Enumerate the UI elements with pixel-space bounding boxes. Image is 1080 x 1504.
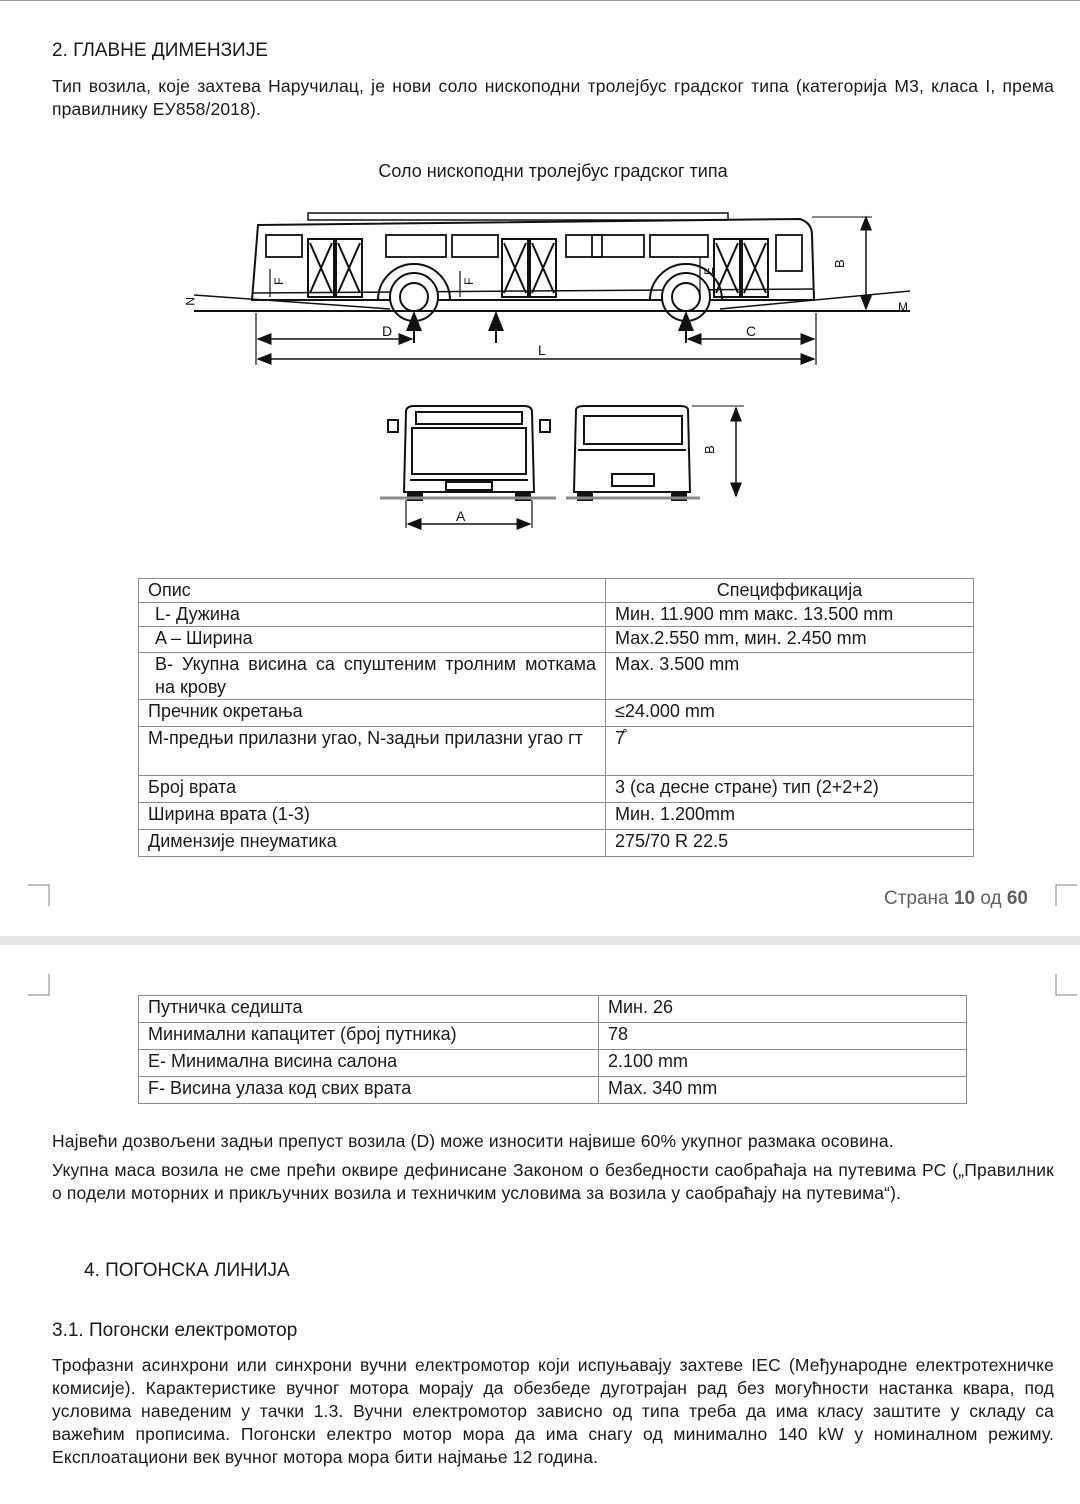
table-cell: Број врата bbox=[139, 776, 606, 803]
note-rear-overhang: Највећи дозвољени задњи препуст возила (D) може износити највише 60% укупног размака осовина. bbox=[52, 1131, 894, 1151]
figure-caption: Соло нископодни тролејбус градског типа bbox=[378, 161, 728, 181]
table-row bbox=[139, 1023, 967, 1050]
table-cell: 275/70 R 22.5 bbox=[606, 830, 974, 857]
page-separator bbox=[0, 936, 1080, 945]
table-row bbox=[139, 1050, 967, 1077]
note-total-mass: Укупна маса возила не сме прећи оквире дефинисане Законом о безбедности саобраћаја на путевима РС („Правилник о подели моторних и прикључних возила и техничким условима за возила у саобраћају на путевима“). bbox=[52, 1160, 1054, 1203]
table-cell: B- Укупна висина са спуштеним тролним моткама на крову bbox=[139, 653, 606, 700]
table-row bbox=[139, 727, 974, 776]
page-corner-mark bbox=[1055, 974, 1077, 996]
table-row bbox=[139, 700, 974, 727]
table-row bbox=[139, 803, 974, 830]
dim-label-c: C bbox=[746, 323, 757, 339]
table-cell: A – Ширина bbox=[139, 627, 606, 653]
table-row bbox=[139, 996, 967, 1023]
table-cell: E- Минимална висина салона bbox=[139, 1050, 599, 1077]
page-corner-mark bbox=[28, 884, 50, 906]
table-cell: 7̊ bbox=[606, 727, 974, 776]
table-cell: Минимални капацитет (број путника) bbox=[139, 1023, 599, 1050]
table-row bbox=[139, 627, 974, 653]
section-3-1-heading: 3.1. Погонски електромотор bbox=[52, 1320, 298, 1341]
capacity-table bbox=[138, 995, 967, 1104]
section-2-heading: 2. ГЛАВНЕ ДИМЕНЗИЈЕ bbox=[52, 40, 268, 61]
table-header-row bbox=[139, 579, 974, 603]
page-top-rule bbox=[0, 0, 1080, 1]
table-header-cell: Специффикација bbox=[606, 579, 974, 603]
dim-label-m: M bbox=[898, 300, 908, 314]
table-cell: Пречник окретања bbox=[139, 700, 606, 727]
table-cell: Ширина врата (1-3) bbox=[139, 803, 606, 830]
table-cell: 78 bbox=[599, 1023, 967, 1050]
page-number: Страна 10 од 60 bbox=[884, 888, 1028, 909]
table-cell: Димензије пнеуматика bbox=[139, 830, 606, 857]
table-cell: L- Дужина bbox=[139, 603, 606, 627]
section-3-1-body: Трофазни асинхрони или синхрони вучни електромотор који испуњавају захтеве IEC (Међународне електротехничке комисије). Карактеристике вучног мотора морају да обезбеде дуготрајан рад без могућности настанка квара, под условима наведеним у тачки 1.3. Вучни електромотор зависно од типа треба да има класу заштите у складу са важећим прописима. Погонски електро мотор мора да има снагу од минимално 140 kW у номиналном режиму. Експлоатациони век вучног мотора мора бити најмање 12 година. bbox=[52, 1355, 1054, 1467]
svg-text:F: F bbox=[272, 277, 286, 285]
dim-label-a: A bbox=[456, 508, 466, 524]
section-4-heading: 4. ПОГОНСКА ЛИНИЈА bbox=[84, 1260, 290, 1281]
table-cell: F- Висина улаза код свих врата bbox=[139, 1077, 599, 1104]
table-cell: M-предњи прилазни угао, N-задњи прилазни угао гт bbox=[139, 727, 606, 776]
table-cell: 2.100 mm bbox=[599, 1050, 967, 1077]
bus-front-rear-view-diagram bbox=[380, 400, 760, 535]
table-row bbox=[139, 1077, 967, 1104]
svg-text:E: E bbox=[702, 266, 716, 275]
table-cell: Мах. 3.500 mm bbox=[606, 653, 974, 700]
table-cell: Мин. 11.900 mm макс. 13.500 mm bbox=[606, 603, 974, 627]
dim-label-l: L bbox=[538, 342, 546, 358]
table-row bbox=[139, 603, 974, 627]
bus-side-view-diagram bbox=[180, 205, 920, 380]
dimensions-table bbox=[138, 578, 974, 857]
table-cell: Мин. 26 bbox=[599, 996, 967, 1023]
dim-label-n: N bbox=[183, 297, 197, 306]
table-cell: Мах.2.550 mm, мин. 2.450 mm bbox=[606, 627, 974, 653]
dim-label-d: D bbox=[382, 323, 393, 339]
section-2-intro: Тип возила, које захтева Наручилац, је нови соло нископодни тролејбус градског типа (категорија М3, класа I, према правилнику ЕУ858/2018). bbox=[52, 76, 1054, 119]
table-header-cell: Опис bbox=[139, 579, 606, 603]
dim-label-b: B bbox=[832, 259, 847, 268]
svg-text:F: F bbox=[462, 277, 476, 285]
table-row bbox=[139, 830, 974, 857]
svg-text:B: B bbox=[702, 445, 717, 454]
page-corner-mark bbox=[28, 974, 50, 996]
table-cell: Путничка седишта bbox=[139, 996, 599, 1023]
table-cell: ≤24.000 mm bbox=[606, 700, 974, 727]
table-row bbox=[139, 776, 974, 803]
page-corner-mark bbox=[1055, 884, 1077, 906]
table-cell: Мах. 340 mm bbox=[599, 1077, 967, 1104]
table-cell: 3 (са десне стране) тип (2+2+2) bbox=[606, 776, 974, 803]
table-cell: Мин. 1.200mm bbox=[606, 803, 974, 830]
table-row bbox=[139, 653, 974, 700]
